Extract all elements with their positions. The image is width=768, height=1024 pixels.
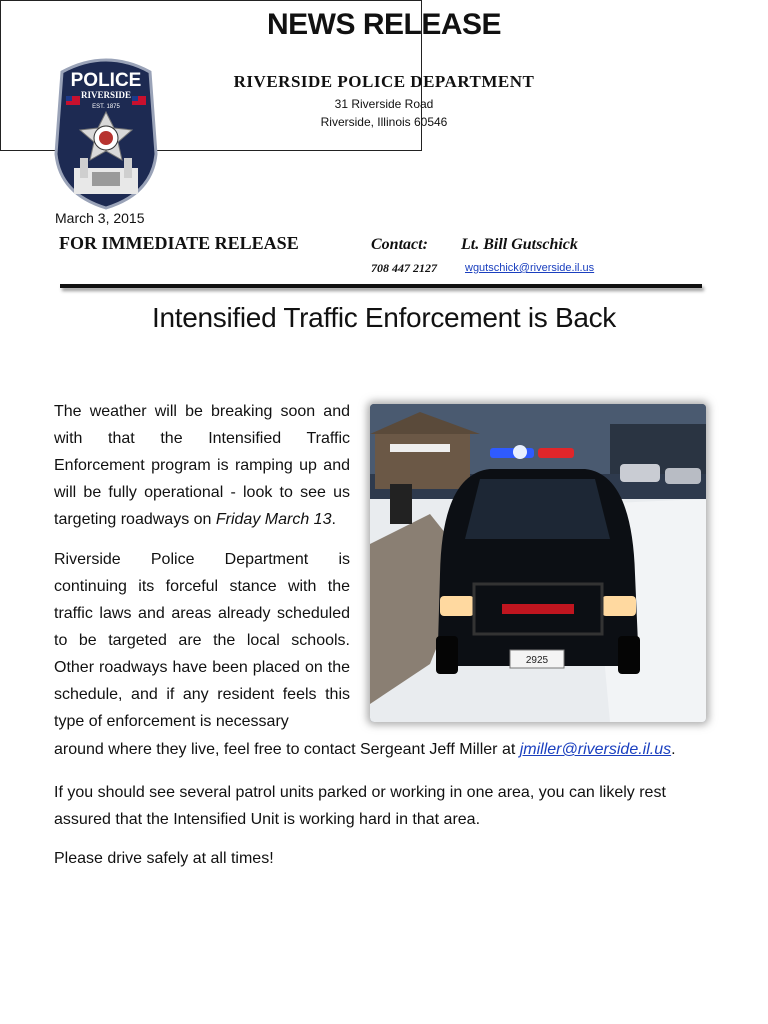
news-release-header-box [0,0,535,151]
paragraph-4: Please drive safely at all times! [54,850,274,867]
contact-label: Contact: [371,236,428,253]
department-name: RIVERSIDE POLICE DEPARTMENT [233,72,535,91]
badge-city-text: RIVERSIDE [80,90,132,100]
contact-email-link[interactable]: wgutschick@riverside.il.us [465,262,595,274]
article-headline: Intensified Traffic Enforcement is Back [152,302,616,333]
address-line-2: Riverside, Illinois 60546 [320,115,448,129]
address-line-1: 31 Riverside Road [334,97,434,111]
paragraph-1-date: Friday March 13 [215,511,332,528]
contact-name: Lt. Bill Gutschick [461,236,578,253]
immediate-release-label: FOR IMMEDIATE RELEASE [59,233,299,253]
police-car-photo [370,404,706,722]
release-date: March 3, 2015 [55,210,145,226]
badge-police-text: POLICE [70,70,142,91]
contact-phone: 708 447 2127 [371,261,437,275]
paragraph-1-text: The weather will be breaking soon and with that the Intensified Traffic Enforcement program is ramping up and will be fully operational - look to see us targeting roadways on [54,403,350,528]
miller-email-link[interactable]: jmiller@riverside.il.us [519,741,672,758]
paragraph-1 [54,398,350,533]
header-divider [60,284,702,288]
license-plate-text: 2925 [525,655,549,666]
paragraph-2-continued [54,736,734,763]
paragraph-2: Riverside Police Department is continuing its forceful stance with the traffic laws and areas already scheduled to be targeted are the local schools. Other roadways have been placed on the schedule, and if any resident feels this type of enforcement is necessary [54,551,350,730]
badge-est-text: EST. 1875 [92,104,120,110]
news-release-title: NEWS RELEASE [266,8,502,41]
paragraph-1-end: . [331,511,336,528]
paragraph-3: If you should see several patrol units parked or working in one area, you can likely rest assured that the Intensified Unit is working hard in that area. [54,784,666,828]
paragraph-2-continued-text: around where they live, feel free to contact Sergeant Jeff Miller at [54,741,520,758]
paragraph-2-end: . [671,741,676,758]
